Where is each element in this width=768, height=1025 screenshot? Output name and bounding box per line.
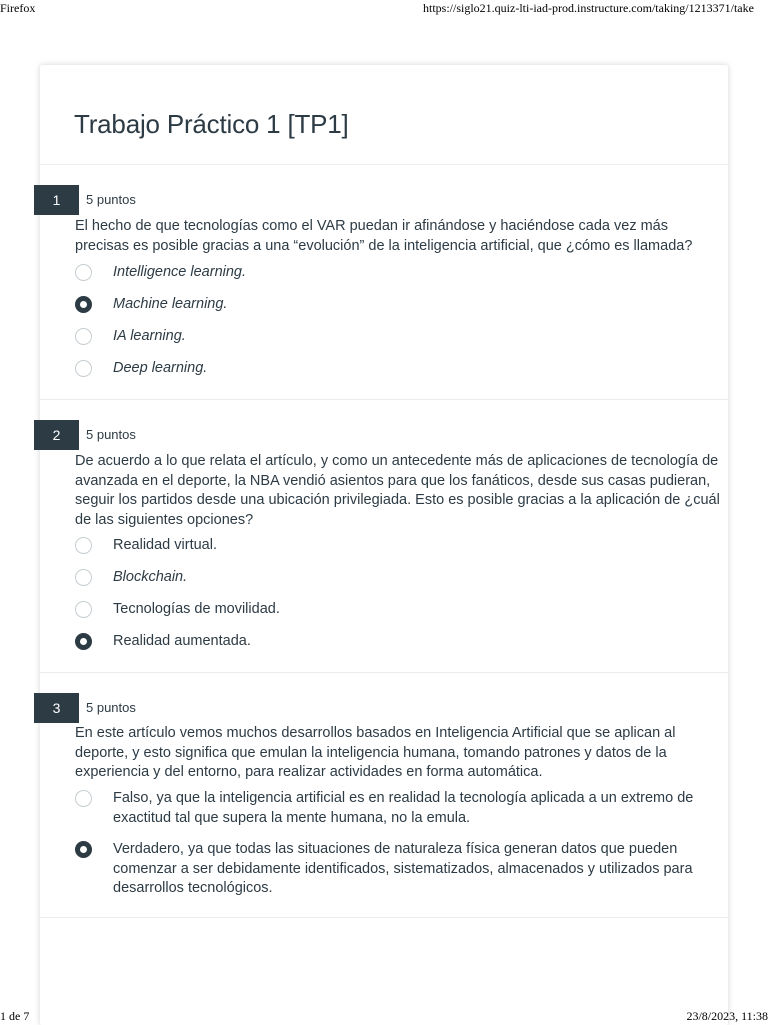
radio-button[interactable]: [75, 360, 92, 377]
page-url: https://siglo21.quiz-lti-iad-prod.instructure.com/taking/1213371/take: [423, 1, 754, 15]
answer-label: Deep learning.: [113, 360, 208, 376]
radio-button[interactable]: [75, 537, 92, 554]
answer-label: Machine learning.: [113, 296, 228, 312]
radio-button[interactable]: [75, 601, 92, 618]
question-points: 5 puntos: [86, 427, 136, 442]
answer-label: Verdadero, ya que todas las situaciones de naturaleza física generan datos que pueden comenzar a ser debidamente identificados, sistematizados, almacenados y utilizados para desarrollos tecnológicos.: [113, 841, 693, 896]
question-number: 3: [34, 693, 79, 723]
question-points: 5 puntos: [86, 192, 136, 207]
question-points: 5 puntos: [86, 700, 136, 715]
question-number: 2: [34, 420, 79, 450]
radio-button[interactable]: [75, 264, 92, 281]
quiz-card: [40, 65, 728, 1025]
answer-label: IA learning.: [113, 328, 186, 344]
question-text: De acuerdo a lo que relata el artículo, y como un antecedente más de aplicaciones de tecnología de avanzada en el deporte, la NBA vendió asientos para que los fanáticos, desde sus casas pudieran, seguir los partidos desde una ubicación privilegiada. Esto es posible gracias a la aplicación de ¿cuál de las siguientes opciones?: [75, 453, 720, 528]
print-footer: [0, 1007, 768, 1025]
question-text: En este artículo vemos muchos desarrollos basados en Inteligencia Artificial que se aplican al deporte, y esto significa que emulan la inteligencia humana, tomando patrones y datos de la experiencia y del entorno, para realizar actividades en forma automática.: [75, 725, 676, 780]
answer-label: Blockchain.: [113, 569, 188, 585]
radio-button-selected[interactable]: [75, 633, 92, 650]
answer-label: Realidad aumentada.: [113, 633, 251, 649]
print-datetime: 23/8/2023, 11:38: [686, 1009, 768, 1023]
page-counter: 1 de 7: [0, 1009, 30, 1023]
quiz-title: Trabajo Práctico 1 [TP1]: [74, 109, 349, 139]
radio-button[interactable]: [75, 569, 92, 586]
question-divider: [40, 917, 728, 918]
radio-button-selected[interactable]: [75, 296, 92, 313]
answer-label: Tecnologías de movilidad.: [113, 601, 280, 617]
answer-label: Intelligence learning.: [113, 264, 247, 280]
title-divider: [40, 164, 728, 165]
radio-button[interactable]: [75, 790, 92, 807]
print-header: [0, 0, 768, 18]
radio-button-selected[interactable]: [75, 841, 92, 858]
radio-button[interactable]: [75, 328, 92, 345]
question-number: 1: [34, 185, 79, 215]
browser-name: Firefox: [0, 1, 36, 15]
answer-label: Realidad virtual.: [113, 537, 217, 553]
question-divider: [40, 399, 728, 400]
question-divider: [40, 672, 728, 673]
answer-label: Falso, ya que la inteligencia artificial es en realidad la tecnología aplicada a un extremo de exactitud tal que supera la mente humana, no la emula.: [113, 790, 694, 826]
question-text: El hecho de que tecnologías como el VAR puedan ir afinándose y haciéndose cada vez más precisas es posible gracias a una “evolución” de la inteligencia artificial, que ¿cómo es llamada?: [75, 218, 693, 254]
